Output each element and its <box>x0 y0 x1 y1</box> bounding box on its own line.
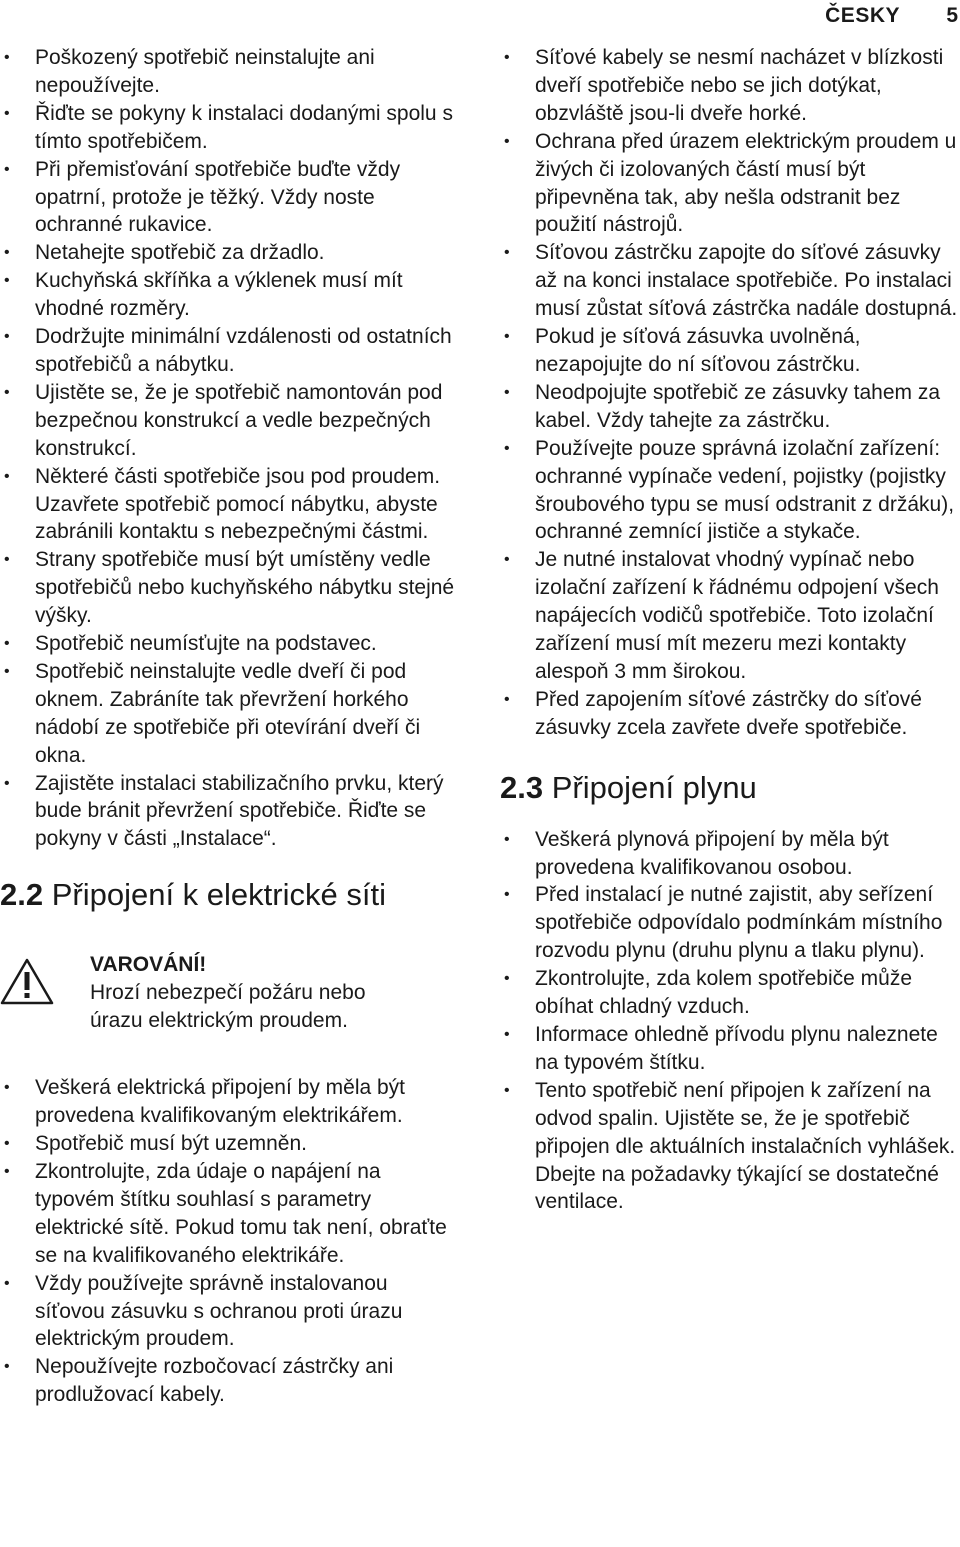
list-item: • Zajistěte instalaci stabilizačního prvku, který bude bránit převržení spotřebiče. Řiďte se pokyny v části „Instalace“. <box>0 770 462 854</box>
list-item: • Zkontrolujte, zda údaje o napájení na typovém štítku souhlasí s parametry elektrické sítě. Pokud tomu tak není, obraťte se na kvalifikovaného elektrikáře. <box>0 1158 462 1270</box>
list-item: • Tento spotřebič není připojen k zařízení na odvod spalin. Ujistěte se, že je spotřebič připojen dle aktuálních instalačních vyhlášek. Dbejte na požadavky týkající se dostatečné ventilace. <box>500 1077 958 1217</box>
warning-box <box>0 951 462 1034</box>
right-column <box>500 44 958 1216</box>
warning-triangle-icon <box>0 957 54 1005</box>
list-item: • Kuchyňská skříňka a výklenek musí mít vhodné rozměry. <box>0 267 462 323</box>
list-item: • Strany spotřebiče musí být umístěny vedle spotřebičů nebo kuchyňského nábytku stejné výšky. <box>0 546 462 630</box>
warning-text: Hrozí nebezpečí požáru nebo úrazu elektrickým proudem. <box>90 981 366 1032</box>
electrical-list-continued <box>500 44 958 742</box>
safety-list-top <box>0 44 462 853</box>
list-item: • Spotřebič neumísťujte na podstavec. <box>0 630 462 658</box>
list-item: • Spotřebič neinstalujte vedle dveří či pod oknem. Zabráníte tak převržení horkého nádobí ze spotřebiče při otevírání dveří či okna. <box>0 658 462 770</box>
language-label: ČESKY <box>825 4 900 27</box>
section-heading-gas <box>500 770 958 806</box>
list-item: • Síťovou zástrčku zapojte do síťové zásuvky až na konci instalace spotřebiče. Po instalaci musí zůstat síťová zástrčka nadále dostupná. <box>500 239 958 323</box>
list-item: • Veškerá elektrická připojení by měla být provedena kvalifikovaným elektrikářem. <box>0 1074 462 1130</box>
list-item: • Některé části spotřebiče jsou pod proudem. Uzavřete spotřebič pomocí nábytku, abyste zabránili kontaktu s nebezpečnými částmi. <box>0 463 462 547</box>
electrical-list <box>0 1074 462 1409</box>
list-item: • Nepoužívejte rozbočovací zástrčky ani prodlužovací kabely. <box>0 1353 462 1409</box>
gas-list <box>500 826 958 1217</box>
list-item: • Síťové kabely se nesmí nacházet v blízkosti dveří spotřebiče nebo se jich dotýkat, obzvláště jsou-li dveře horké. <box>500 44 958 128</box>
list-item: • Při přemisťování spotřebiče buďte vždy opatrní, protože je těžký. Vždy noste ochranné rukavice. <box>0 156 462 240</box>
list-item: • Poškozený spotřebič neinstalujte ani nepoužívejte. <box>0 44 462 100</box>
warning-title: VAROVÁNÍ! <box>90 953 207 977</box>
section-number: 2.3 <box>500 769 544 805</box>
section-heading-electrical <box>0 877 462 913</box>
list-item: • Zkontrolujte, zda kolem spotřebiče může obíhat chladný vzduch. <box>500 965 958 1021</box>
list-item: • Je nutné instalovat vhodný vypínač nebo izolační zařízení k řádnému odpojení všech napájecích vodičů spotřebiče. Toto izolační zařízení musí mít mezeru mezi kontakty alespoň 3 mm širokou. <box>500 546 958 686</box>
list-item: • Informace ohledně přívodu plynu naleznete na typovém štítku. <box>500 1021 958 1077</box>
list-item: • Netahejte spotřebič za držadlo. <box>0 239 462 267</box>
list-item: • Ochrana před úrazem elektrickým proudem u živých či izolovaných částí musí být připevněna tak, aby nešla odstranit bez použití nástrojů. <box>500 128 958 240</box>
list-item: • Neodpojujte spotřebič ze zásuvky tahem za kabel. Vždy tahejte za zástrčku. <box>500 379 958 435</box>
section-title: Připojení plynu <box>543 769 757 805</box>
page-number: 5 <box>946 4 958 27</box>
list-item: • Před instalací je nutné zajistit, aby seřízení spotřebiče odpovídalo podmínkám místního rozvodu plynu (druhu plynu a tlaku plynu). <box>500 881 958 965</box>
list-item: • Pokud je síťová zásuvka uvolněná, nezapojujte do ní síťovou zástrčku. <box>500 323 958 379</box>
list-item: • Vždy používejte správně instalovanou síťovou zásuvku s ochranou proti úrazu elektrickým proudem. <box>0 1270 462 1354</box>
list-item: • Používejte pouze správná izolační zařízení: ochranné vypínače vedení, pojistky (pojistky šroubového typu se musí odstranit z držáku), ochranné zemnící jističe a stykače. <box>500 435 958 547</box>
list-item: • Před zapojením síťové zástrčky do síťové zásuvky zcela zavřete dveře spotřebiče. <box>500 686 958 742</box>
section-number: 2.2 <box>0 877 44 913</box>
list-item: • Ujistěte se, že je spotřebič namontován pod bezpečnou konstrukcí a vedle bezpečných konstrukcí. <box>0 379 462 463</box>
left-column <box>0 44 462 1409</box>
list-item: • Dodržujte minimální vzdálenosti od ostatních spotřebičů a nábytku. <box>0 323 462 379</box>
section-title: Připojení k elektrické síti <box>43 877 386 913</box>
page-header <box>0 2 960 28</box>
list-item: • Spotřebič musí být uzemněn. <box>0 1130 462 1158</box>
list-item: • Veškerá plynová připojení by měla být provedena kvalifikovanou osobou. <box>500 826 958 882</box>
list-item: • Řiďte se pokyny k instalaci dodanými spolu s tímto spotřebičem. <box>0 100 462 156</box>
